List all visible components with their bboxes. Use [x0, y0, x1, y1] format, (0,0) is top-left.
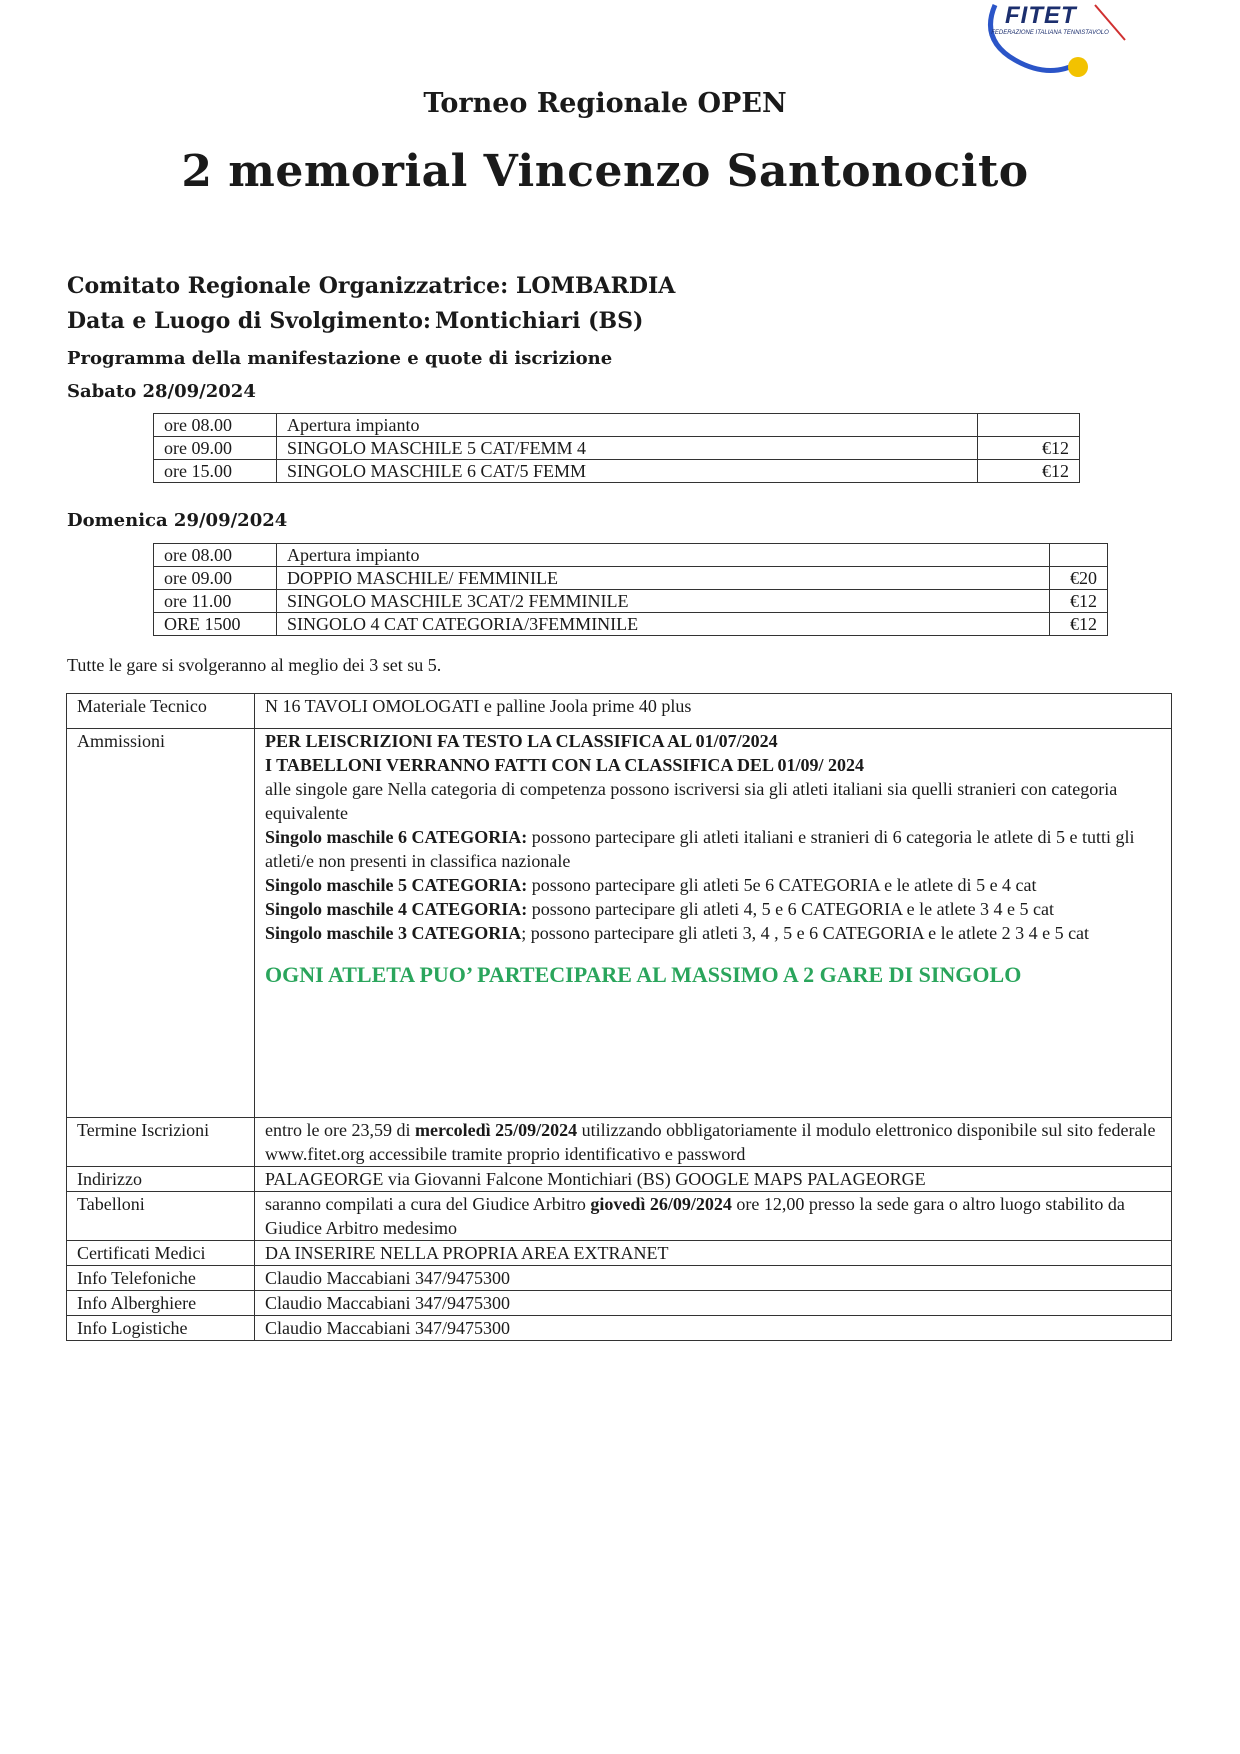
draws-post: ore 12,00 presso la sede gara o altro luogo stabilito da Giudice Arbitro medesimo	[265, 1194, 1125, 1238]
info-label: Indirizzo	[67, 1167, 255, 1192]
admissions-general-text: alle singole gare Nella categoria di competenza possono iscriversi sia gli atleti italiani sia quelli stranieri con categoria equivalente	[265, 779, 1118, 823]
cat3-text: ; possono partecipare gli atleti 3, 4 , 5 e 6 CATEGORIA e le atlete 2 3 4 e 5 cat	[521, 923, 1090, 943]
tournament-name-title: 2 memorial Vincenzo Santonocito	[181, 146, 1029, 197]
table-row	[154, 567, 1108, 590]
draws-pre: saranno compilati a cura del Giudice Arbitro	[265, 1194, 591, 1214]
price-cell: €20	[1050, 567, 1108, 590]
info-label: Info Alberghiere	[67, 1291, 255, 1316]
program-heading: Programma della manifestazione e quote di iscrizione	[67, 348, 613, 369]
sets-note: Tutte le gare si svolgeranno al meglio dei 3 set su 5.	[67, 655, 442, 675]
info-label: Info Logistiche	[67, 1316, 255, 1341]
draws-date: giovedì 26/09/2024	[590, 1194, 732, 1214]
event-cell: SINGOLO MASCHILE 6 CAT/5 FEMM	[277, 460, 978, 483]
info-label: Tabelloni	[67, 1192, 255, 1241]
cat5-heading: Singolo maschile 5 CATEGORIA:	[265, 875, 528, 895]
time-cell: ore 15.00	[154, 460, 277, 483]
logo-subtitle: FEDERAZIONE ITALIANA TENNISTAVOLO	[991, 30, 1109, 36]
committee-line: Comitato Regionale Organizzatrice: LOMBARDIA	[67, 273, 676, 299]
info-value: Claudio Maccabiani 347/9475300	[255, 1316, 1172, 1341]
price-cell	[978, 414, 1080, 437]
time-cell: ore 08.00	[154, 544, 277, 567]
venue-label: Data e Luogo di Svolgimento:	[67, 308, 431, 334]
info-label: Materiale Tecnico	[67, 694, 255, 729]
info-label: Info Telefoniche	[67, 1266, 255, 1291]
table-row	[154, 460, 1080, 483]
table-row	[67, 1118, 1172, 1167]
time-cell: ore 09.00	[154, 567, 277, 590]
table-row	[154, 590, 1108, 613]
event-cell: SINGOLO MASCHILE 5 CAT/FEMM 4	[277, 437, 978, 460]
event-cell: DOPPIO MASCHILE/ FEMMINILE	[277, 567, 1050, 590]
price-cell: €12	[978, 460, 1080, 483]
tournament-type-title: Torneo Regionale OPEN	[423, 88, 787, 119]
saturday-schedule-table	[153, 413, 1080, 483]
info-table	[66, 693, 1172, 1341]
deadline-date: mercoledì 25/09/2024	[414, 1120, 578, 1140]
deadline-cell	[255, 1118, 1172, 1167]
price-cell: €12	[1050, 590, 1108, 613]
event-cell: SINGOLO MASCHILE 3CAT/2 FEMMINILE	[277, 590, 1050, 613]
table-row	[154, 414, 1080, 437]
info-label: Certificati Medici	[67, 1241, 255, 1266]
cat4-heading: Singolo maschile 4 CATEGORIA:	[265, 899, 528, 919]
saturday-heading: Sabato 28/09/2024	[67, 381, 256, 402]
sunday-heading: Domenica 29/09/2024	[67, 510, 288, 531]
price-cell: €12	[1050, 613, 1108, 636]
info-label: Ammissioni	[67, 729, 255, 1118]
venue-line	[67, 308, 644, 334]
cat5-text: possono partecipare gli atleti 5e 6 CATEGORIA e le atlete di 5 e 4 cat	[527, 875, 1037, 895]
table-row	[67, 1167, 1172, 1192]
table-row	[67, 1266, 1172, 1291]
admissions-cell	[255, 729, 1172, 1118]
time-cell: ORE 1500	[154, 613, 277, 636]
deadline-post: utilizzando obbligatoriamente il modulo elettronico disponibile sul sito federale www.fitet.org accessibile tramite proprio identificativo e password	[265, 1120, 1156, 1164]
venue-value: Montichiari (BS)	[435, 308, 644, 334]
event-cell: Apertura impianto	[277, 414, 978, 437]
info-value: DA INSERIRE NELLA PROPRIA AREA EXTRANET	[255, 1241, 1172, 1266]
event-cell: Apertura impianto	[277, 544, 1050, 567]
time-cell: ore 11.00	[154, 590, 277, 613]
admissions-ranking-rule: PER LEISCRIZIONI FA TESTO LA CLASSIFICA AL 01/07/2024	[265, 731, 778, 751]
table-row	[67, 1316, 1172, 1341]
event-cell: SINGOLO 4 CAT CATEGORIA/3FEMMINILE	[277, 613, 1050, 636]
table-row	[154, 613, 1108, 636]
info-value: Claudio Maccabiani 347/9475300	[255, 1291, 1172, 1316]
price-cell: €12	[978, 437, 1080, 460]
table-row	[67, 1291, 1172, 1316]
table-row	[67, 1241, 1172, 1266]
cat6-text: possono partecipare gli atleti italiani e stranieri di 6 categoria le atlete di 5 e tutti gli atleti/e non presenti in classifica nazionale	[265, 827, 1135, 871]
info-value: N 16 TAVOLI OMOLOGATI e palline Joola prime 40 plus	[255, 694, 1172, 729]
table-row	[67, 694, 1172, 729]
cat3-heading: Singolo maschile 3 CATEGORIA	[265, 923, 522, 943]
logo-text: FITET	[1005, 2, 1077, 29]
info-label: Termine Iscrizioni	[67, 1118, 255, 1167]
table-row	[67, 729, 1172, 1118]
admissions-draw-rule: I TABELLONI VERRANNO FATTI CON LA CLASSIFICA DEL 01/09/ 2024	[265, 755, 864, 775]
max-events-highlight: OGNI ATLETA PUO’ PARTECIPARE AL MASSIMO A 2 GARE DI SINGOLO	[265, 962, 1022, 987]
time-cell: ore 08.00	[154, 414, 277, 437]
cat6-heading: Singolo maschile 6 CATEGORIA:	[265, 827, 528, 847]
cat4-text: possono partecipare gli atleti 4, 5 e 6 CATEGORIA e le atlete 3 4 e 5 cat	[527, 899, 1055, 919]
price-cell	[1050, 544, 1108, 567]
info-value: PALAGEORGE via Giovanni Falcone Montichiari (BS) GOOGLE MAPS PALAGEORGE	[255, 1167, 1172, 1192]
draws-cell	[255, 1192, 1172, 1241]
table-row	[67, 1192, 1172, 1241]
time-cell: ore 09.00	[154, 437, 277, 460]
info-value: Claudio Maccabiani 347/9475300	[255, 1266, 1172, 1291]
table-row	[154, 437, 1080, 460]
sunday-schedule-table	[153, 543, 1108, 636]
deadline-pre: entro le ore 23,59 di	[265, 1120, 415, 1140]
table-row	[154, 544, 1108, 567]
